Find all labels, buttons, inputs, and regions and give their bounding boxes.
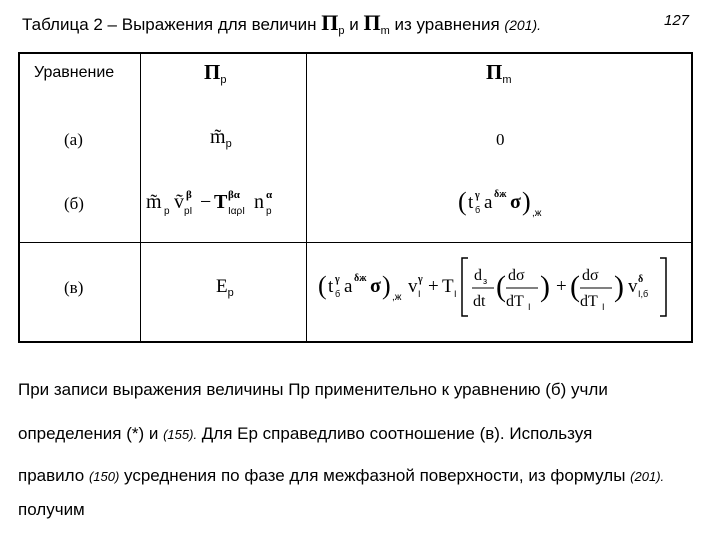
svg-text:m̃: m̃ [146, 191, 162, 213]
svg-text:I: I [602, 302, 605, 312]
svg-text:d: d [474, 267, 482, 284]
svg-text:б: б [475, 205, 481, 215]
svg-text:dσ: dσ [508, 267, 525, 284]
svg-text:δж: δж [494, 189, 507, 200]
formula-table [18, 52, 693, 343]
svg-text:+: + [556, 276, 567, 297]
svg-text:t: t [328, 276, 334, 297]
ref-201: (201). [630, 469, 665, 484]
caption-conj: и [349, 15, 359, 34]
svg-text:δ: δ [638, 274, 644, 285]
svg-text:IαρI: IαρI [228, 206, 246, 217]
svg-text:σ: σ [510, 191, 521, 213]
svg-text:β: β [186, 189, 192, 201]
svg-text:(: ( [318, 271, 327, 300]
svg-text:,ж: ,ж [532, 208, 542, 219]
caption-prefix: Таблица 2 – Выражения для величин [22, 15, 317, 34]
svg-text:σ: σ [370, 275, 381, 297]
ref-155: (155). [163, 427, 198, 442]
row-v-pi-p: $E_р$ [216, 276, 234, 299]
pi-symbol: Π [321, 10, 339, 35]
header-pi-p: $\Pi_р$ [204, 60, 227, 86]
svg-text:ṽ: ṽ [174, 191, 184, 213]
row-b-pi-m-formula [458, 176, 568, 226]
paragraph-line-4: получим [18, 500, 85, 519]
paragraph-line-1: При записи выражения величины Πр применительно к уравнению (б) учли [18, 380, 608, 399]
svg-text:γ: γ [475, 190, 480, 201]
svg-text:): ) [382, 271, 391, 300]
svg-text:I,б: I,б [638, 289, 649, 299]
svg-text:б: б [335, 289, 341, 299]
svg-text:dt: dt [473, 293, 486, 310]
svg-text:рI: рI [184, 206, 193, 217]
header-equation: Уравнение [34, 64, 115, 81]
row-divider [20, 242, 691, 243]
svg-text:γ: γ [418, 274, 423, 285]
svg-text:(: ( [570, 270, 580, 303]
svg-text:βα: βα [228, 189, 240, 201]
svg-text:dT: dT [580, 293, 598, 310]
svg-text:(: ( [458, 187, 467, 216]
svg-text:I: I [454, 289, 457, 299]
caption-ref: (201). [504, 17, 541, 33]
page-number: 127 [664, 12, 690, 29]
row-label-v: (в) [64, 278, 84, 297]
row-a-pi-p: $m̃_р$ [210, 126, 232, 150]
table-caption [22, 8, 662, 38]
row-label-b: (б) [64, 194, 84, 213]
svg-text:α: α [266, 189, 273, 201]
svg-text:dσ: dσ [582, 267, 599, 284]
svg-text:I: I [418, 289, 421, 299]
row-a-pi-m: 0 [496, 130, 505, 149]
svg-text:): ) [614, 270, 624, 303]
svg-text:р: р [266, 206, 272, 217]
svg-text:р: р [164, 206, 170, 217]
caption-sub-m: m [380, 25, 390, 37]
col-divider-1 [140, 54, 141, 341]
row-b-pi-p-formula [144, 176, 304, 226]
col-divider-2 [306, 54, 307, 341]
svg-text:): ) [522, 187, 531, 216]
row-v-pi-m-formula [318, 252, 690, 322]
svg-text:+: + [428, 276, 439, 297]
svg-text:I: I [528, 302, 531, 312]
svg-text:γ: γ [335, 274, 340, 285]
caption-sub-p: р [338, 25, 345, 37]
svg-text:a: a [344, 276, 353, 297]
ref-150: (150) [88, 469, 120, 484]
svg-text:,ж: ,ж [392, 292, 402, 303]
svg-text:δж: δж [354, 273, 367, 284]
header-pi-m: $\Pi_m$ [486, 60, 512, 86]
paragraph-line-3: правило (150) усреднения по фазе для межфазной поверхности, из формулы (201). [18, 466, 665, 485]
pi-symbol-2: Π [363, 10, 381, 35]
svg-text:t: t [468, 192, 474, 213]
svg-text:(: ( [496, 270, 506, 303]
svg-text:v: v [628, 276, 638, 297]
svg-text:v: v [408, 276, 418, 297]
svg-text:n: n [254, 191, 264, 213]
svg-text:T: T [442, 276, 454, 297]
svg-text:dT: dT [506, 293, 524, 310]
svg-text:): ) [540, 270, 550, 303]
svg-text:з: з [483, 276, 488, 286]
svg-text:T: T [214, 191, 228, 213]
svg-text:a: a [484, 192, 493, 213]
caption-suffix: из уравнения [394, 15, 500, 34]
paragraph-line-2: определения (*) и (155). Для Eр справедливо соотношение (в). Используя [18, 424, 593, 443]
svg-text:−: − [200, 191, 212, 213]
row-label-a: (а) [64, 130, 83, 149]
